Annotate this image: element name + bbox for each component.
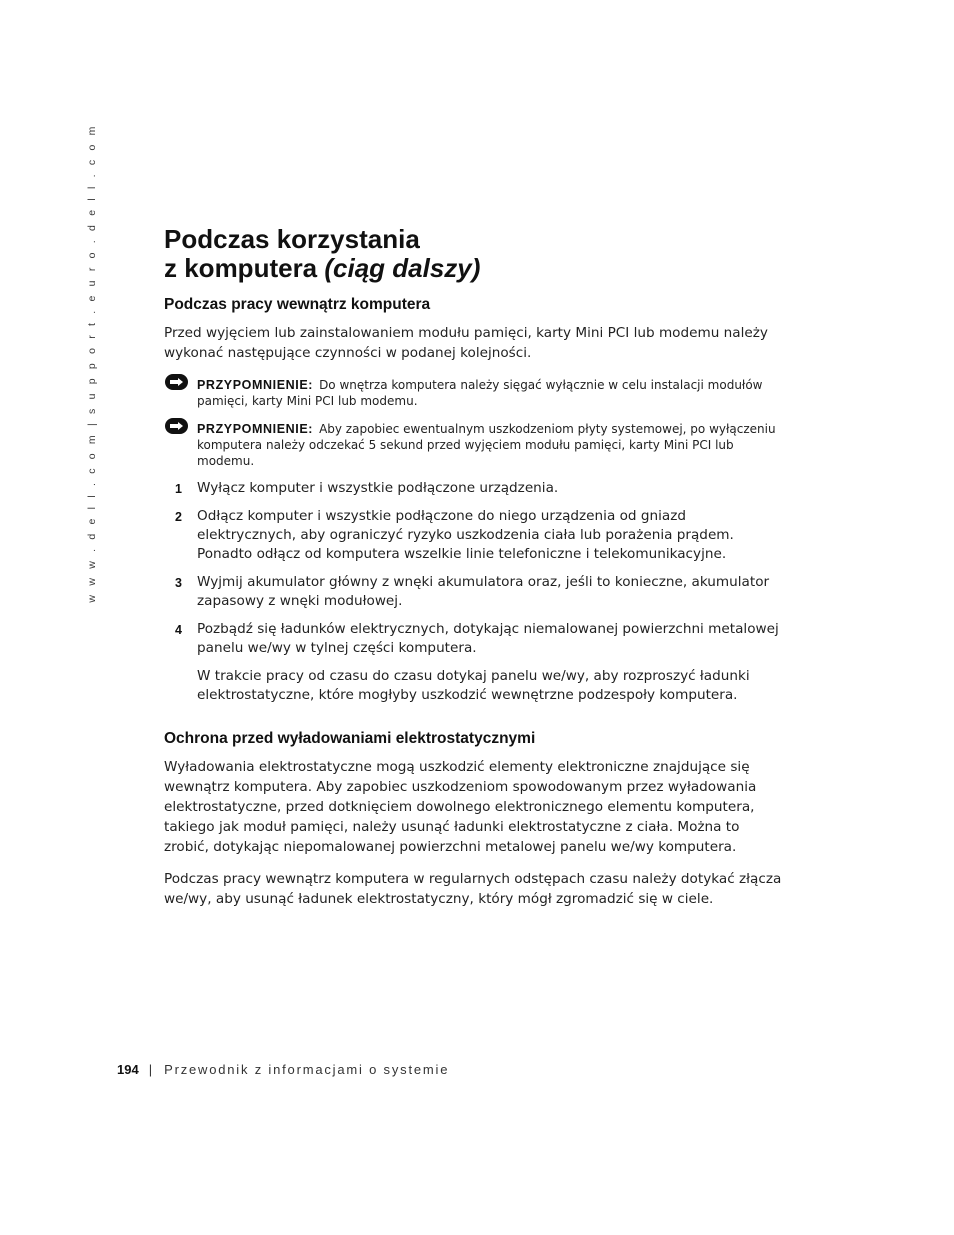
footer-separator: |	[148, 1062, 153, 1077]
step-number: 3	[175, 576, 182, 590]
page-footer	[117, 1062, 449, 1077]
side-website-url	[84, 122, 100, 603]
notice-arrow-icon	[165, 374, 188, 390]
steps-list	[164, 479, 784, 705]
notice-arrow-icon	[165, 418, 188, 434]
section-heading-inside-computer: Podczas pracy wewnątrz komputera	[164, 296, 431, 313]
list-item	[164, 573, 784, 611]
footer-title: Przewodnik z informacjami o systemie	[164, 1062, 450, 1077]
step-number: 4	[175, 623, 182, 637]
title-line2: z komputera	[164, 253, 325, 283]
page-title	[164, 225, 784, 283]
notice-1	[164, 377, 784, 409]
title-line1: Podczas korzystania	[164, 224, 420, 254]
title-continued: (ciąg dalszy)	[324, 253, 481, 283]
step-text: Wyłącz komputer i wszystkie podłączone urządzenia.	[197, 480, 559, 496]
step-number: 2	[175, 510, 182, 524]
list-item	[164, 479, 784, 498]
list-item	[164, 507, 784, 564]
notice-text: Aby zapobiec ewentualnym uszkodzeniom płyty systemowej, po wyłączeniu komputera należy odczekać 5 sekund przed wyjęciem modułu pamięci, karty Mini PCI lub modemu.	[197, 422, 776, 468]
section-intro: Przed wyjęciem lub zainstalowaniem modułu pamięci, karty Mini PCI lub modemu należy wykonać następujące czynności w podanej kolejności.	[164, 325, 768, 361]
esd-paragraph-1: Wyładowania elektrostatyczne mogą uszkodzić elementy elektroniczne znajdujące się wewnątrz komputera. Aby zapobiec uszkodzeniom spowodowanym przez wyładowania elektrostatyczne, przed dotknięciem dowolnego elektronicznego elementu komputera, takiego jak moduł pamięci, należy usunąć ładunki elektrostatyczne z ciała. Można to zrobić, dotykając niepomalowanej powierzchni metalowej panelu we/wy komputera.	[164, 759, 757, 855]
notice-text: Do wnętrza komputera należy sięgać wyłącznie w celu instalacji modułów pamięci, karty Mini PCI lub modemu.	[197, 378, 763, 408]
notice-2	[164, 421, 784, 469]
list-item	[164, 620, 784, 705]
step-extra-text: W trakcie pracy od czasu do czasu dotykaj panelu we/wy, aby rozproszyć ładunki elektrostatyczne, które mogłyby uszkodzić wewnętrzne podzespoły komputera.	[197, 668, 750, 703]
page-number: 194	[117, 1062, 139, 1077]
step-text: Wyjmij akumulator główny z wnęki akumulatora oraz, jeśli to konieczne, akumulator zapasowy z wnęki modułowej.	[197, 574, 770, 609]
step-text: Pozbądź się ładunków elektrycznych, dotykając niemalowanej powierzchni metalowej panelu we/wy w tylnej części komputera.	[197, 621, 779, 656]
notice-label: PRZYPOMNIENIE:	[197, 422, 314, 436]
section-heading-esd: Ochrona przed wyładowaniami elektrostatycznymi	[164, 730, 536, 747]
main-content	[164, 225, 784, 909]
esd-paragraph-2: Podczas pracy wewnątrz komputera w regularnych odstępach czasu należy dotykać złącza we/wy, aby usunąć ładunek elektrostatyczny, który mógł zgromadzić się w ciele.	[164, 871, 782, 907]
step-text: Odłącz komputer i wszystkie podłączone do niego urządzenia od gniazd elektrycznych, aby ograniczyć ryzyko uszkodzenia ciała lub porażenia prądem. Ponadto odłącz od komputera wszelkie linie telefoniczne i telekomunikacyjne.	[197, 508, 734, 562]
step-number: 1	[175, 482, 182, 496]
notice-label: PRZYPOMNIENIE:	[197, 378, 314, 392]
side-url-text: w w w . d e l l . c o m | s u p p o r t . e u r o . d e l l . c o m	[86, 122, 98, 603]
